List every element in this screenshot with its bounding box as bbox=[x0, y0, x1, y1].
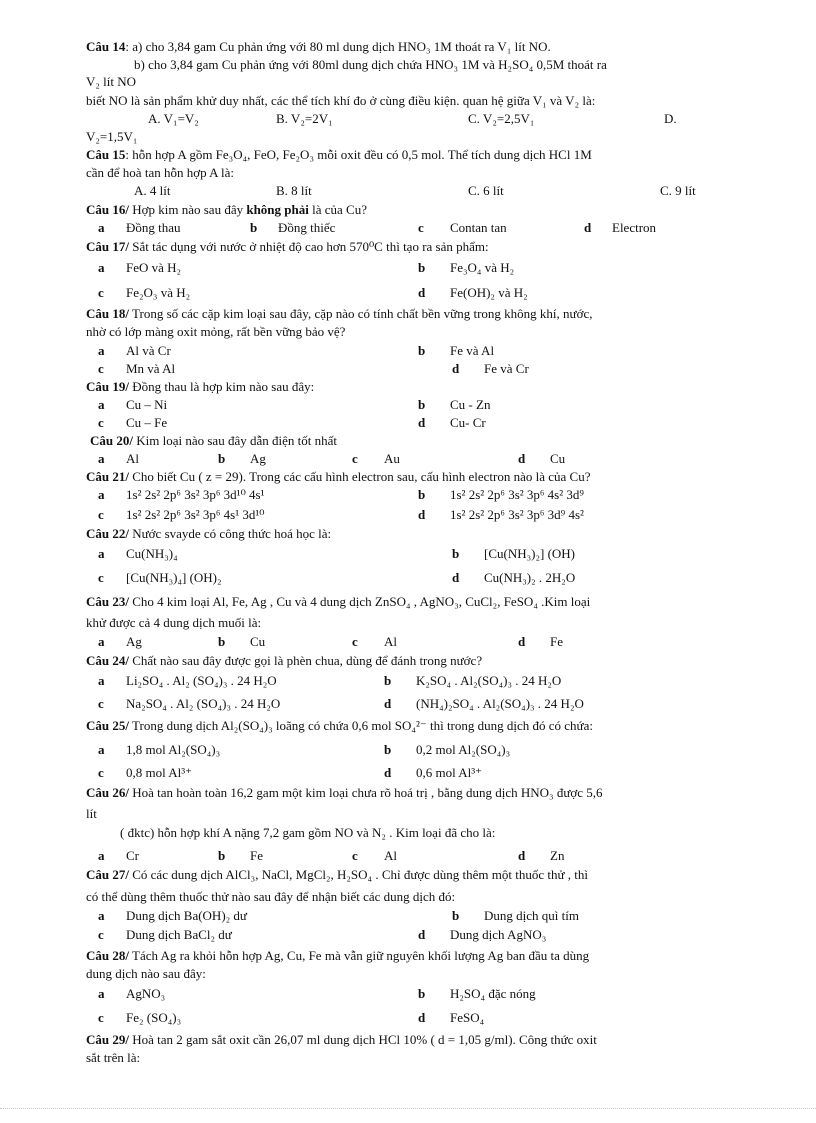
q15-text-1: : hỗn hợp A gồm Fe₃O₄, FeO, Fe₂O₃ mỗi oxit đều có 0,5 mol. Thể tích dung dịch HCl 1M bbox=[125, 147, 592, 162]
q22-option-d[interactable] bbox=[452, 570, 575, 586]
q21-option-b-text: 1s² 2s² 2p⁶ 3s² 3p⁶ 4s² 3d⁹ bbox=[450, 487, 584, 502]
q17-option-d-letter: d bbox=[418, 285, 426, 300]
q23-option-a[interactable] bbox=[98, 634, 142, 650]
q22-label: Câu 22/ bbox=[86, 526, 129, 541]
q17-option-b-text: Fe₃O₄ và H₂ bbox=[450, 260, 515, 275]
q20-option-c-text: Au bbox=[384, 451, 400, 466]
q29-label: Câu 29/ bbox=[86, 1032, 129, 1047]
q28-label: Câu 28/ bbox=[86, 948, 129, 963]
page-bottom-divider bbox=[0, 1108, 816, 1110]
q26-option-d-letter: d bbox=[518, 848, 526, 863]
q16-option-c[interactable] bbox=[418, 220, 507, 236]
q20-option-b-letter: b bbox=[218, 451, 226, 466]
q28-option-c-letter: c bbox=[98, 1010, 104, 1025]
q16-option-c-letter: c bbox=[418, 220, 424, 235]
q27-option-a[interactable] bbox=[98, 908, 247, 924]
q20-option-d[interactable] bbox=[518, 451, 565, 467]
q16-option-c-text: Contan tan bbox=[450, 220, 507, 235]
q29-line-2: sắt trên là: bbox=[86, 1050, 141, 1065]
q25-option-a-letter: a bbox=[98, 742, 105, 757]
q27-option-b-letter: b bbox=[452, 908, 460, 923]
q27-option-c-text: Dung dịch BaCl₂ dư bbox=[126, 927, 232, 942]
q26-option-c[interactable] bbox=[352, 848, 397, 864]
q14-line-2: b) cho 3,84 gam Cu phản ứng với 80ml dung dịch chứa HNO₃ 1M và H₂SO₄ 0,5M thoát ra bbox=[134, 57, 607, 72]
q19-option-d-text: Cu- Cr bbox=[450, 415, 486, 430]
q19-text: Đồng thau là hợp kim nào sau đây: bbox=[128, 379, 315, 394]
q28-line-2: dung dịch nào sau đây: bbox=[86, 966, 206, 981]
q16-text-post: là của Cu? bbox=[308, 202, 367, 217]
q26-line-1 bbox=[86, 785, 603, 801]
q28-option-a-text: AgNO₃ bbox=[126, 986, 166, 1001]
q28-text-1: Tách Ag ra khỏi hỗn hợp Ag, Cu, Fe mà vẫn giữ nguyên khối lượng Ag ban đầu ta dùng bbox=[128, 948, 590, 963]
q24-option-b-letter: b bbox=[384, 673, 392, 688]
q18-option-c[interactable] bbox=[98, 361, 175, 377]
q23-line-2: khử được cả 4 dung dịch muối là: bbox=[86, 615, 262, 630]
q22-option-b[interactable] bbox=[452, 546, 575, 562]
q18-text-1: Trong số các cặp kim loại sau đây, cặp nào có tính chất bền vững trong không khí, nước, bbox=[128, 306, 593, 321]
q24-option-a-text: Li₂SO₄ . Al₂ (SO₄)₃ . 24 H₂O bbox=[126, 673, 277, 688]
q28-option-c-text: Fe₂ (SO₄)₃ bbox=[126, 1010, 182, 1025]
q27-line-1 bbox=[86, 867, 588, 883]
q20-line-1 bbox=[90, 433, 337, 449]
q23-option-c[interactable] bbox=[352, 634, 397, 650]
q14-line-4: biết NO là sản phẩm khử duy nhất, các thể tích khí đo ở cùng điều kiện. quan hệ giữa V₁ và V₂ là: bbox=[86, 93, 596, 108]
q27-text-1: Có các dung dịch AlCl₃, NaCl, MgCl₂, H₂SO₄ . Chỉ được dùng thêm một thuốc thử , thì bbox=[128, 867, 589, 882]
q25-option-c-letter: c bbox=[98, 765, 104, 780]
q24-line-1 bbox=[86, 653, 482, 669]
q27-option-c[interactable] bbox=[98, 927, 232, 943]
q19-option-c-letter: c bbox=[98, 415, 104, 430]
q17-option-c-letter: c bbox=[98, 285, 104, 300]
q28-option-d[interactable] bbox=[418, 1010, 484, 1026]
q25-option-b-text: 0,2 mol Al₂(SO₄)₃ bbox=[416, 742, 511, 757]
q26-option-a-text: Cr bbox=[126, 848, 139, 863]
q23-option-d[interactable] bbox=[518, 634, 563, 650]
q19-option-b-letter: b bbox=[418, 397, 426, 412]
q26-option-c-letter: c bbox=[352, 848, 358, 863]
q25-text: Trong dung dịch Al₂(SO₄)₃ loãng có chứa 0,6 mol SO₄²⁻ thì trong dung dịch đó có chứa: bbox=[128, 718, 593, 733]
q24-option-a[interactable] bbox=[98, 673, 277, 689]
q21-label: Câu 21/ bbox=[86, 469, 129, 484]
q25-option-d-letter: d bbox=[384, 765, 392, 780]
q17-line-1 bbox=[86, 239, 489, 255]
q26-option-c-text: Al bbox=[384, 848, 397, 863]
q22-text: Nước svayde có công thức hoá học là: bbox=[128, 526, 332, 541]
q16-option-b-letter: b bbox=[250, 220, 258, 235]
q24-option-d-text: (NH₄)₂SO₄ . Al₂(SO₄)₃ . 24 H₂O bbox=[416, 696, 584, 711]
q18-option-a[interactable] bbox=[98, 343, 171, 359]
q18-option-d-letter: d bbox=[452, 361, 460, 376]
q24-option-b[interactable] bbox=[384, 673, 561, 689]
q19-option-c-text: Cu – Fe bbox=[126, 415, 168, 430]
q28-option-b[interactable] bbox=[418, 986, 536, 1002]
q18-option-b-letter: b bbox=[418, 343, 426, 358]
q16-option-d-text: Electron bbox=[612, 220, 657, 235]
q19-option-a-letter: a bbox=[98, 397, 105, 412]
q17-label: Câu 17/ bbox=[86, 239, 129, 254]
q16-option-a-letter: a bbox=[98, 220, 105, 235]
q18-option-d[interactable] bbox=[452, 361, 529, 377]
q23-option-d-text: Fe bbox=[550, 634, 563, 649]
q17-option-d-text: Fe(OH)₂ và H₂ bbox=[450, 285, 528, 300]
q14-line-3: V₂ lít NO bbox=[86, 74, 137, 89]
q22-option-c-letter: c bbox=[98, 570, 104, 585]
q22-option-d-letter: d bbox=[452, 570, 460, 585]
q24-option-c-letter: c bbox=[98, 696, 104, 711]
q23-option-b-letter: b bbox=[218, 634, 226, 649]
q15-option-d[interactable]: C. 9 lít bbox=[660, 183, 696, 198]
q22-option-a-letter: a bbox=[98, 546, 105, 561]
q24-option-a-letter: a bbox=[98, 673, 105, 688]
q20-option-c[interactable] bbox=[352, 451, 400, 467]
q26-option-a-letter: a bbox=[98, 848, 105, 863]
q28-option-a[interactable] bbox=[98, 986, 165, 1002]
q19-option-d-letter: d bbox=[418, 415, 426, 430]
q20-option-b-text: Ag bbox=[250, 451, 266, 466]
q18-option-b-text: Fe và Al bbox=[450, 343, 495, 358]
q27-option-b-text: Dung dịch quì tím bbox=[484, 908, 579, 923]
q21-line-1 bbox=[86, 469, 590, 485]
q20-text: Kim loại nào sau đây dẫn điện tốt nhất bbox=[132, 433, 337, 448]
q17-option-a[interactable] bbox=[98, 260, 181, 276]
q16-option-b[interactable] bbox=[250, 220, 335, 236]
q20-label: Câu 20/ bbox=[90, 433, 133, 448]
q27-option-a-letter: a bbox=[98, 908, 105, 923]
q25-option-c-text: 0,8 mol Al³⁺ bbox=[126, 765, 193, 780]
q26-option-a[interactable] bbox=[98, 848, 139, 864]
q28-option-b-letter: b bbox=[418, 986, 426, 1001]
q21-option-b[interactable] bbox=[418, 487, 584, 503]
q18-option-a-letter: a bbox=[98, 343, 105, 358]
q28-option-c[interactable] bbox=[98, 1010, 181, 1026]
q18-line-2: nhờ có lớp màng oxit mỏng, rất bền vững bảo vệ? bbox=[86, 324, 346, 339]
q25-option-d-text: 0,6 mol Al³⁺ bbox=[416, 765, 483, 780]
q21-option-c-text: 1s² 2s² 2p⁶ 3s² 3p⁶ 4s¹ 3d¹⁰ bbox=[126, 507, 265, 522]
q27-line-2: có thể dùng thêm thuốc thử nào sau đây để nhận biết các dung dịch đó: bbox=[86, 889, 456, 904]
q23-label: Câu 23/ bbox=[86, 594, 129, 609]
q25-line-1 bbox=[86, 718, 593, 734]
q25-option-a-text: 1,8 mol Al₂(SO₄)₃ bbox=[126, 742, 221, 757]
q22-option-a[interactable] bbox=[98, 546, 178, 562]
q23-option-c-text: Al bbox=[384, 634, 397, 649]
q15-option-c[interactable]: C. 6 lít bbox=[468, 183, 504, 198]
q17-option-c-text: Fe₂O₃ và H₂ bbox=[126, 285, 191, 300]
q25-option-b[interactable] bbox=[384, 742, 510, 758]
q22-option-a-text: Cu(NH₃)₄ bbox=[126, 546, 178, 561]
q17-option-b[interactable] bbox=[418, 260, 514, 276]
q26-text-1: Hoà tan hoàn toàn 16,2 gam một kim loại chưa rõ hoá trị , bằng dung dịch HNO₃ được 5,6 bbox=[128, 785, 603, 800]
q27-option-c-letter: c bbox=[98, 927, 104, 942]
q18-label: Câu 18/ bbox=[86, 306, 129, 321]
q15-label: Câu 15 bbox=[86, 147, 126, 162]
q27-option-d-letter: d bbox=[418, 927, 426, 942]
q20-option-a-letter: a bbox=[98, 451, 105, 466]
q23-option-a-letter: a bbox=[98, 634, 105, 649]
q16-text-emphasis: không phải bbox=[246, 202, 309, 217]
q27-option-a-text: Dung dịch Ba(OH)₂ dư bbox=[126, 908, 247, 923]
q23-line-1 bbox=[86, 594, 590, 610]
q16-label: Câu 16/ bbox=[86, 202, 129, 217]
q16-option-a[interactable] bbox=[98, 220, 181, 236]
q24-text: Chất nào sau đây được gọi là phèn chua, dùng để đánh trong nước? bbox=[128, 653, 483, 668]
q14-option-a[interactable]: A. V₁=V₂ bbox=[148, 111, 199, 126]
q24-option-d[interactable] bbox=[384, 696, 584, 712]
q20-option-b[interactable] bbox=[218, 451, 266, 467]
q27-option-d[interactable] bbox=[418, 927, 546, 943]
q19-option-a-text: Cu – Ni bbox=[126, 397, 168, 412]
q21-option-a-text: 1s² 2s² 2p⁶ 3s² 3p⁶ 3d¹⁰ 4s¹ bbox=[126, 487, 265, 502]
q15-line-2: cần để hoà tan hỗn hợp A là: bbox=[86, 165, 235, 180]
q14-label: Câu 14 bbox=[86, 39, 126, 54]
q19-line-1 bbox=[86, 379, 314, 395]
q16-text-pre: Hợp kim nào sau đây bbox=[128, 202, 247, 217]
q28-line-1 bbox=[86, 948, 589, 964]
q26-line-3: ( đktc) hỗn hợp khí A nặng 7,2 gam gồm NO và N₂ . Kim loại đã cho là: bbox=[120, 825, 496, 840]
q25-label: Câu 25/ bbox=[86, 718, 129, 733]
q14-option-d-value: V₂=1,5V₁ bbox=[86, 129, 138, 144]
q22-option-c[interactable] bbox=[98, 570, 222, 586]
q29-line-1 bbox=[86, 1032, 597, 1048]
q17-option-b-letter: b bbox=[418, 260, 426, 275]
q16-option-d[interactable] bbox=[584, 220, 656, 236]
q17-option-a-letter: a bbox=[98, 260, 105, 275]
q24-label: Câu 24/ bbox=[86, 653, 129, 668]
q21-option-d[interactable] bbox=[418, 507, 584, 523]
q18-option-d-text: Fe và Cr bbox=[484, 361, 529, 376]
q18-option-c-text: Mn và Al bbox=[126, 361, 176, 376]
q29-text-1: Hoà tan 2 gam sắt oxit cần 26,07 ml dung dịch HCl 10% ( d = 1,05 g/ml). Công thức oxit bbox=[128, 1032, 597, 1047]
q26-option-d[interactable] bbox=[518, 848, 564, 864]
q22-option-b-letter: b bbox=[452, 546, 460, 561]
q17-option-c[interactable] bbox=[98, 285, 190, 301]
q28-option-a-letter: a bbox=[98, 986, 105, 1001]
q27-label: Câu 27/ bbox=[86, 867, 129, 882]
q23-option-b[interactable] bbox=[218, 634, 265, 650]
q23-option-b-text: Cu bbox=[250, 634, 266, 649]
q19-label: Câu 19/ bbox=[86, 379, 129, 394]
q14-text-1: : a) cho 3,84 gam Cu phản ứng với 80 ml dung dịch HNO₃ 1M thoát ra V₁ lít NO. bbox=[125, 39, 551, 54]
q18-option-a-text: Al và Cr bbox=[126, 343, 171, 358]
q18-line-1 bbox=[86, 306, 592, 322]
q23-option-a-text: Ag bbox=[126, 634, 142, 649]
q23-text-1: Cho 4 kim loại Al, Fe, Ag , Cu và 4 dung dịch ZnSO₄ , AgNO₃, CuCl₂, FeSO₄ .Kim loại bbox=[128, 594, 591, 609]
q19-option-a[interactable] bbox=[98, 397, 167, 413]
q19-option-b[interactable] bbox=[418, 397, 490, 413]
q17-option-a-text: FeO và H₂ bbox=[126, 260, 182, 275]
q17-text: Sắt tác dụng với nước ở nhiệt độ cao hơn 570⁰C thì tạo ra sản phẩm: bbox=[128, 239, 489, 254]
q25-option-b-letter: b bbox=[384, 742, 392, 757]
q15-line-1 bbox=[86, 147, 592, 163]
q21-option-b-letter: b bbox=[418, 487, 426, 502]
q26-label: Câu 26/ bbox=[86, 785, 129, 800]
q21-text: Cho biết Cu ( z = 29). Trong các cấu hình electron sau, cấu hình electron nào là của Cu? bbox=[128, 469, 591, 484]
q27-option-d-text: Dung dịch AgNO₃ bbox=[450, 927, 547, 942]
q27-option-b[interactable] bbox=[452, 908, 579, 924]
q21-option-d-text: 1s² 2s² 2p⁶ 3s² 3p⁶ 3d⁹ 4s² bbox=[450, 507, 584, 522]
q23-option-d-letter: d bbox=[518, 634, 526, 649]
q14-option-b[interactable]: B. V₂=2V₁ bbox=[276, 111, 333, 126]
q26-option-b[interactable] bbox=[218, 848, 263, 864]
q24-option-c[interactable] bbox=[98, 696, 280, 712]
q15-option-b[interactable]: B. 8 lít bbox=[276, 183, 312, 198]
q26-option-b-text: Fe bbox=[250, 848, 263, 863]
q28-option-d-letter: d bbox=[418, 1010, 426, 1025]
q18-option-b[interactable] bbox=[418, 343, 494, 359]
q14-option-c[interactable]: C. V₂=2,5V₁ bbox=[468, 111, 535, 126]
q14-line-1 bbox=[86, 39, 551, 55]
q24-option-d-letter: d bbox=[384, 696, 392, 711]
q21-option-a[interactable] bbox=[98, 487, 265, 503]
q14-option-d[interactable]: D. bbox=[664, 111, 677, 126]
q23-option-c-letter: c bbox=[352, 634, 358, 649]
q15-option-a[interactable]: A. 4 lít bbox=[134, 183, 171, 198]
q25-option-a[interactable] bbox=[98, 742, 220, 758]
q21-option-c-letter: c bbox=[98, 507, 104, 522]
q22-option-d-text: Cu(NH₃)₂ . 2H₂O bbox=[484, 570, 576, 585]
q16-option-b-text: Đồng thiếc bbox=[278, 220, 336, 235]
q16-option-a-text: Đồng thau bbox=[126, 220, 181, 235]
q21-option-d-letter: d bbox=[418, 507, 426, 522]
q22-option-c-text: [Cu(NH₃)₄] (OH)₂ bbox=[126, 570, 222, 585]
q24-option-c-text: Na₂SO₄ . Al₂ (SO₄)₃ . 24 H₂O bbox=[126, 696, 281, 711]
q26-option-d-text: Zn bbox=[550, 848, 565, 863]
q16-line-1 bbox=[86, 202, 367, 218]
q17-option-d[interactable] bbox=[418, 285, 528, 301]
q19-option-b-text: Cu - Zn bbox=[450, 397, 491, 412]
q20-option-a-text: Al bbox=[126, 451, 139, 466]
q20-option-d-letter: d bbox=[518, 451, 526, 466]
q19-option-c[interactable] bbox=[98, 415, 167, 431]
q20-option-a[interactable] bbox=[98, 451, 139, 467]
q21-option-a-letter: a bbox=[98, 487, 105, 502]
q25-option-c[interactable] bbox=[98, 765, 192, 781]
q20-option-c-letter: c bbox=[352, 451, 358, 466]
q22-line-1 bbox=[86, 526, 331, 542]
q18-option-c-letter: c bbox=[98, 361, 104, 376]
q20-option-d-text: Cu bbox=[550, 451, 566, 466]
q26-line-2: lít bbox=[86, 806, 97, 821]
q25-option-d[interactable] bbox=[384, 765, 482, 781]
q26-option-b-letter: b bbox=[218, 848, 226, 863]
q22-option-b-text: [Cu(NH₃)₂] (OH) bbox=[484, 546, 576, 561]
q21-option-c[interactable] bbox=[98, 507, 265, 523]
q19-option-d[interactable] bbox=[418, 415, 486, 431]
q16-option-d-letter: d bbox=[584, 220, 592, 235]
q28-option-d-text: FeSO₄ bbox=[450, 1010, 485, 1025]
q28-option-b-text: H₂SO₄ đặc nóng bbox=[450, 986, 536, 1001]
q24-option-b-text: K₂SO₄ . Al₂(SO₄)₃ . 24 H₂O bbox=[416, 673, 562, 688]
